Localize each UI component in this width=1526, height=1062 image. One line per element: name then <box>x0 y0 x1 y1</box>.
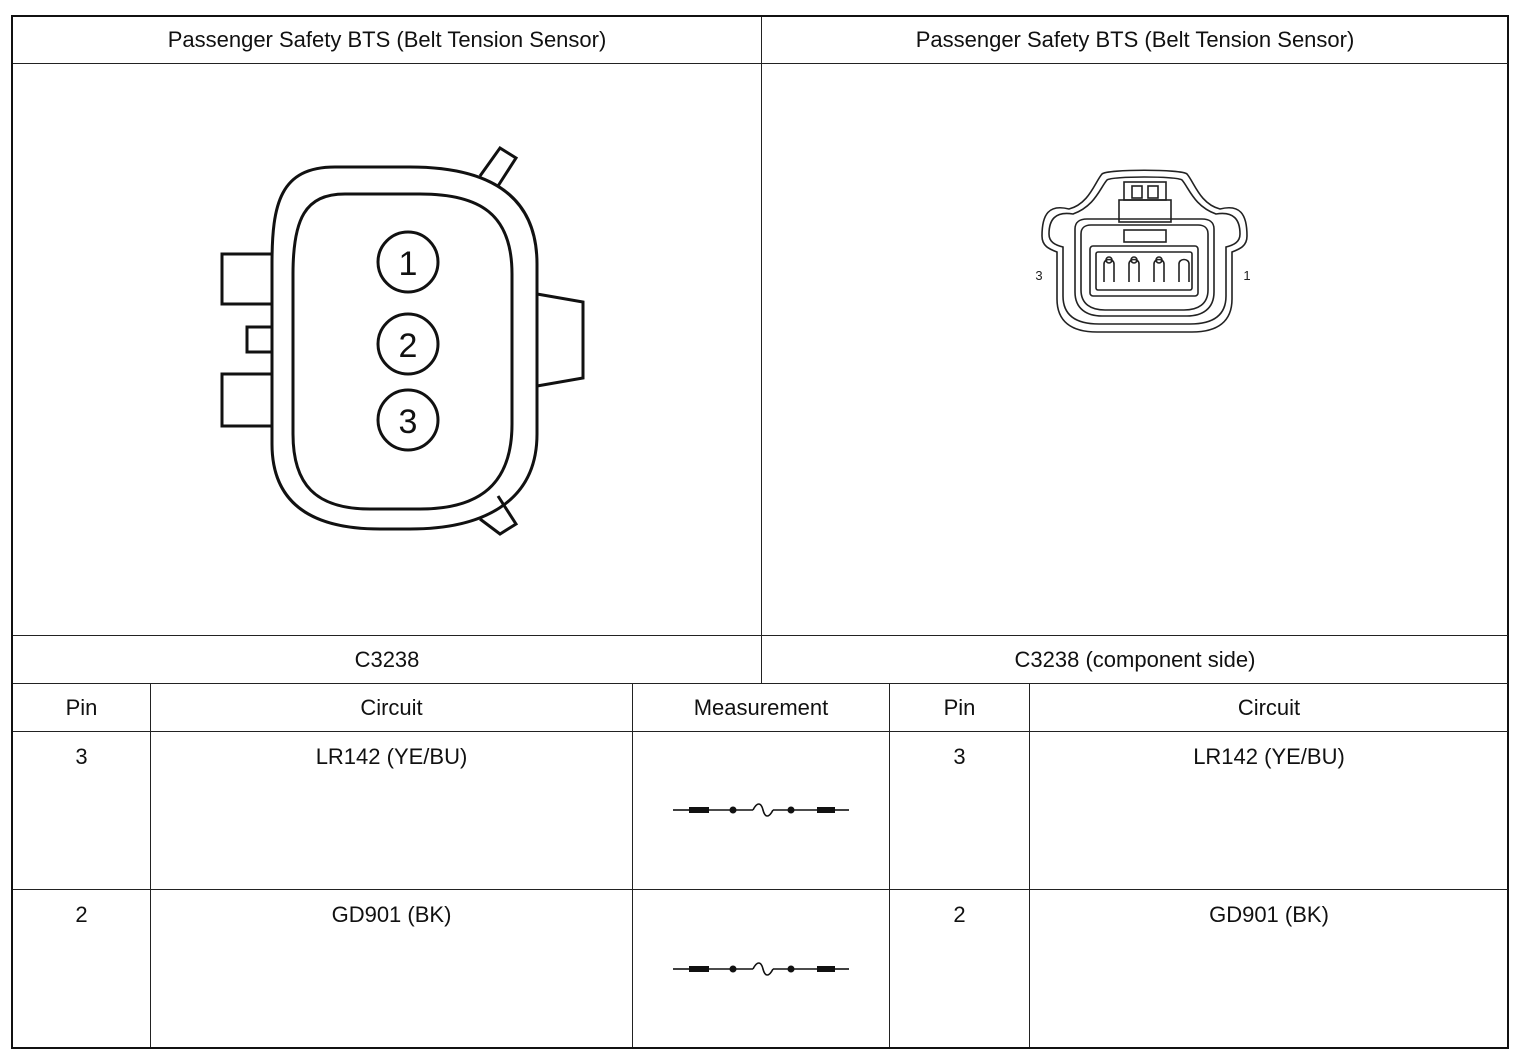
header-pin-left: Pin <box>65 694 98 720</box>
left-connector-title: Passenger Safety BTS (Belt Tension Sensor) <box>167 27 607 52</box>
table-row-circuit-right: GD901 (BK) <box>1209 902 1329 927</box>
pin-label-3: 3 <box>1035 268 1043 283</box>
table-row-pin-left: 2 <box>75 902 88 927</box>
pin-label-1: 1 <box>1243 268 1251 283</box>
header-measurement: Measurement <box>693 694 829 720</box>
table-row-pin-right: 2 <box>953 902 966 927</box>
table-row-pin-right: 3 <box>953 744 966 769</box>
header-pin-right: Pin <box>943 694 976 720</box>
pin-number: 1 <box>398 245 418 283</box>
table-row-circuit-left: LR142 (YE/BU) <box>315 744 468 769</box>
continuity-wire-icon <box>633 732 889 889</box>
pin-number: 2 <box>398 327 418 365</box>
left-connector-face-view <box>0 64 760 634</box>
header-circuit-left: Circuit <box>360 694 423 720</box>
table-row-circuit-right: LR142 (YE/BU) <box>1193 744 1345 769</box>
continuity-wire-icon <box>633 890 889 1047</box>
right-connector-title: Passenger Safety BTS (Belt Tension Sensor) <box>915 27 1355 52</box>
left-connector-id: C3238 <box>354 646 420 672</box>
pin-number: 3 <box>398 403 418 441</box>
table-row-pin-left: 3 <box>75 744 88 769</box>
header-circuit-right: Circuit <box>1237 694 1301 720</box>
right-connector-id: C3238 (component side) <box>1014 646 1256 672</box>
right-connector-component-view <box>762 64 1508 634</box>
table-row-circuit-left: GD901 (BK) <box>331 902 452 927</box>
